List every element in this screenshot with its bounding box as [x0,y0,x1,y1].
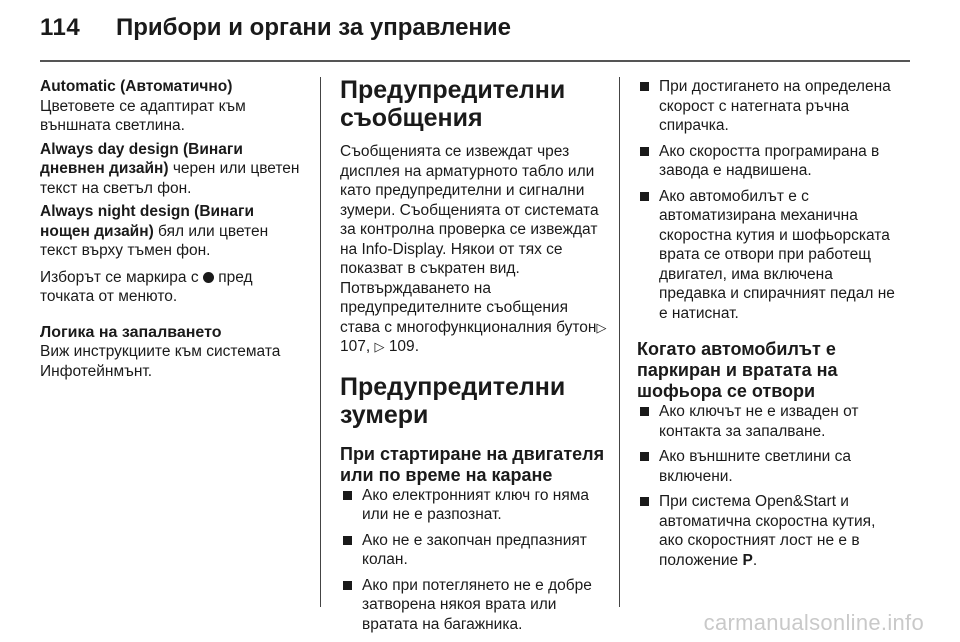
bullet-square-icon [640,192,649,201]
list-item-text-b: . [752,551,758,569]
chime-list-driving [340,486,608,635]
automatic-option [40,77,308,136]
list-item-text: Ако скоростта програмирана в завода е надвишена. [659,142,880,179]
list-item [637,77,903,136]
ignition-logic-text: Виж инструкциите към системата Инфотейнмънт. [40,343,281,380]
page-heading: Прибори и органи за управление [116,14,512,41]
page-reference[interactable]: 109 [388,338,415,355]
warning-messages-heading: Предупредителни съобщения [340,76,566,132]
page-reference-icon: ▷ [374,339,385,354]
night-design-option [40,202,308,261]
warning-chimes-heading: Предупредителни зумери [340,372,566,429]
list-item [637,402,903,441]
list-item-text: Ако външните светлини са включени. [659,448,851,485]
bullet-square-icon [640,82,649,91]
list-item-text: При достигането на определена скорост с натегната ръчна спирачка. [659,78,891,134]
bullet-square-icon [640,452,649,461]
list-item-text: Ако ключът не е изваден от контакта за запалване. [659,403,859,440]
list-item [637,142,903,181]
chime-list-driving-cont [637,77,903,323]
column-left [40,77,308,381]
bullet-square-icon [343,491,352,500]
list-item-text: Ако не е закопчан предпазният колан. [362,531,587,568]
list-item [340,576,608,635]
automatic-text: Цветовете се адаптират към външната светлина. [40,97,246,134]
bullet-square-icon [343,536,352,545]
selection-text-a: Изборът се маркира с [40,268,203,286]
driving-subheading: При стартиране на двигателя или по време на каране [340,443,605,485]
list-item-text: Ако автомобилът е с автоматизирана механична скоростна кутия и шофьорската врата се отвори при работещ двигател, има включена предавка и спирачният педал не е натиснат. [659,187,895,322]
page-reference-icon: ▷ [596,319,607,335]
night-design-label: Always night design (Винаги нощен дизайн) [40,203,255,240]
ignition-logic-heading: Логика на запалването [40,323,222,341]
bullet-square-icon [640,407,649,416]
day-design-label: Always day design (Винаги дневнен дизайн) [40,140,243,177]
automatic-label: Automatic (Автоматично) [40,78,233,95]
page-reference[interactable]: 107 [340,338,366,355]
list-item [637,187,903,324]
night-design-text: бял или цветен текст върху тъмен фон. [40,222,269,259]
day-design-option [40,140,308,199]
list-item-text: Ако при потеглянето не е добре затворена някоя врата или вратата на багажника. [362,576,592,633]
page-number: 114 [40,14,81,41]
list-item [340,486,608,525]
column-middle [340,76,608,634]
bullet-square-icon [640,497,649,506]
list-item [637,492,903,570]
column-divider [320,77,321,607]
selection-note [40,268,308,307]
list-item-text-a: При система Open&Start и автоматична скоростна кутия, ако скоростният лост не е в положение [659,493,876,569]
filled-circle-icon [203,272,214,283]
day-design-text: черен или цветен текст на светъл фон. [40,160,300,197]
column-right [637,77,903,570]
watermark: carmanualsonline.info [703,610,924,635]
warning-messages-body: Съобщенията се извеждат чрез дисплея на арматурното табло или като предупредителни и сигнални зумери. Съобщенията от системата за контролна проверка се извеждат на Info-Display. Някои от тях се показват в съкратен вид. Потвърждаването на предупредителните съобщения става с многофункционалния бутон [340,143,599,336]
gear-position-p: P [742,551,753,569]
selection-text-b: пред точката от менюто. [40,268,253,305]
parked-subheading: Когато автомобилът е паркиран и вратата на шофьора се отвори [637,339,838,401]
list-item [637,447,903,486]
list-item-text: Ако електронният ключ го няма или не е разпознат. [362,486,589,523]
header-rule [40,60,910,62]
bullet-square-icon [640,147,649,156]
warning-messages-text: Съобщенията се извеждат чрез дисплея на арматурното табло или като предупредителни и сигнални зумери. Съобщенията от системата за контролна проверка се извеждат на Info-Display. Някои от тях се показват в съкратен вид. Потвърждаването на предупредителните съобщения става с многофункционалния бутон▷ 107, ▷ 109. [340,143,607,355]
column-divider [619,77,620,607]
chime-list-parked [637,402,903,570]
bullet-square-icon [343,581,352,590]
list-item [340,531,608,570]
